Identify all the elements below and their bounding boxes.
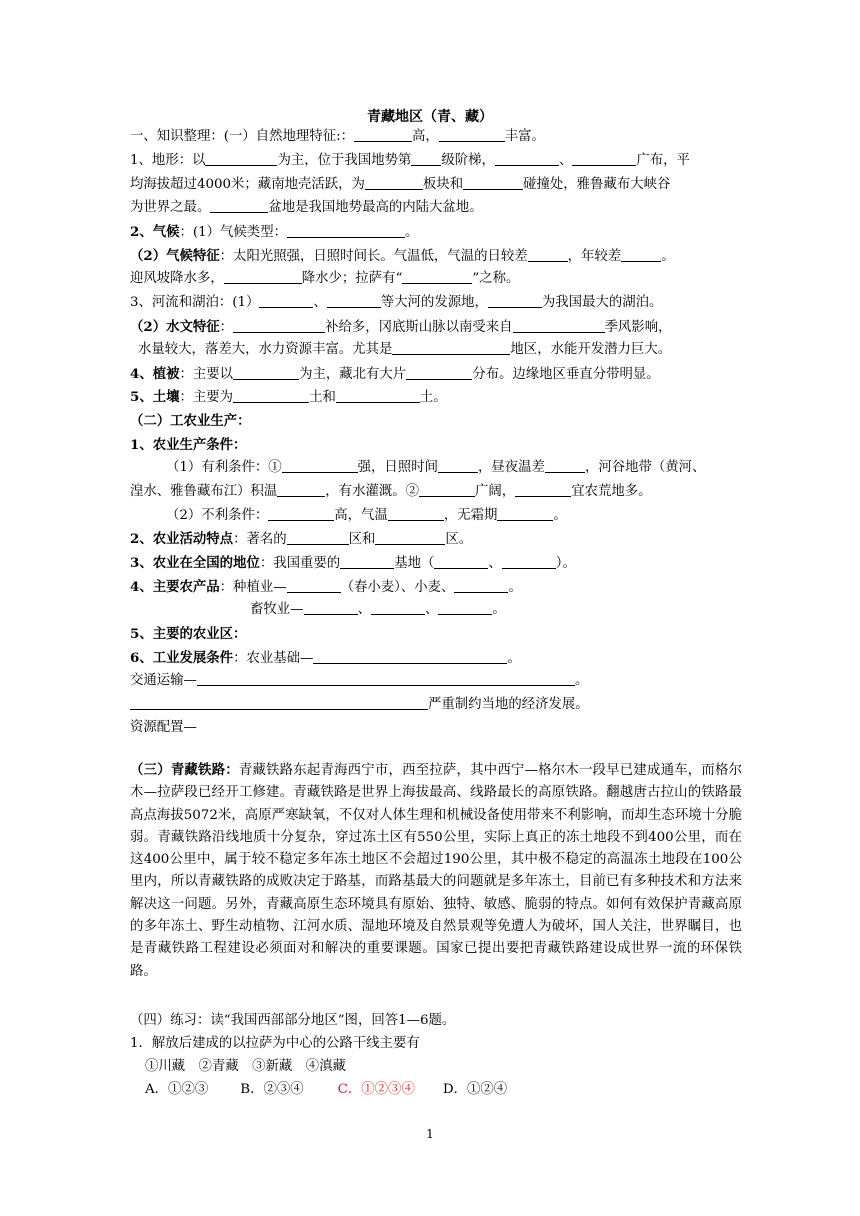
agri-status: 3、农业在全国的地位：我国重要的 基地（ 、 ）。	[130, 555, 576, 571]
livestock-products: 畜牧业— 、 、 。	[250, 602, 506, 617]
blank[interactable]	[406, 365, 472, 380]
unfavorable-conditions: （2）不利条件： 高，气温 ，无霜期 。	[166, 508, 567, 523]
section-2-heading: （二）工农业生产：	[130, 413, 251, 429]
blank[interactable]	[313, 649, 507, 664]
blank[interactable]	[388, 506, 444, 521]
option-c-answer[interactable]: C．①②③④	[337, 1082, 415, 1097]
blank[interactable]	[287, 530, 349, 545]
resources: 资源配置—	[130, 720, 197, 735]
climate-features: （2）气候特征：太阳光照强，日照时间长。气温低，气温的日较差 ，年较差 。	[130, 248, 675, 264]
blank[interactable]	[572, 151, 636, 166]
hydrology-features: （2）水文特征： 补给多，冈底斯山脉以南受来自 季风影响，	[130, 319, 672, 335]
blank[interactable]	[528, 247, 568, 262]
blank[interactable]	[419, 482, 475, 497]
blank[interactable]	[287, 578, 341, 593]
blank[interactable]	[515, 482, 571, 497]
blank[interactable]	[439, 127, 505, 142]
soil: 5、土壤：主要为 土和 土。	[130, 389, 447, 405]
blank[interactable]	[411, 151, 441, 166]
blank[interactable]	[130, 695, 428, 710]
blank[interactable]	[210, 198, 268, 213]
blank[interactable]	[375, 530, 445, 545]
agri-features: 2、农业活动特点：著名的 区和 区。	[130, 531, 473, 547]
page-number: 1	[426, 1127, 434, 1141]
blank[interactable]	[233, 365, 299, 380]
option-d[interactable]: D．①②④	[442, 1082, 508, 1097]
blank[interactable]	[438, 458, 478, 473]
question-1: 1．解放后建成的以拉萨为中心的公路干线主要有	[130, 1036, 420, 1051]
page-title: 青藏地区（青、藏）	[367, 109, 493, 125]
blank[interactable]	[454, 578, 508, 593]
agri-conditions-heading: 1、农业生产条件：	[130, 437, 247, 453]
blank[interactable]	[513, 318, 605, 333]
blank[interactable]	[402, 269, 472, 284]
blank[interactable]	[438, 600, 492, 615]
climate-precipitation: 迎风坡降水多， 降水少；拉萨有“ ”之称。	[130, 271, 520, 286]
climate-type: 2、气候：(1）气候类型： 。	[130, 224, 419, 240]
favorable-conditions-2: 湟水、雅鲁藏布江）积温 ，有水灌溉。② 广阔， 宜农荒地多。	[130, 484, 652, 499]
terrain-line-3: 为世界之最。 盆地是我国地势最高的内陆大盆地。	[130, 200, 483, 215]
railway-paragraph: （三）青藏铁路：青藏铁路东起青海西宁市，西至拉萨，其中西宁—格尔木一段早已建成通车，而格尔木—拉萨段已经开工修建。青藏铁路是世界上海拔最高、线路最长的高原铁路。翻越唐古拉山的铁路最高点海拔5072米，高原严寒缺氧，不仅对人体生理和机械设备使用带来不利影响，而却生态环境十分脆弱。青藏铁路沿线地质十分复杂，穿过冻土区有550公里，实际上真正的冻土地段不到400公里，而在这400公里中，属于较不稳定多年冻土地区不会超过190公里，其中极不稳定的高温冻土地段在100公里内，所以青藏铁路的成败决定于路基，而路基最大的问题就是多年冻土，目前已有多种技术和方法来解决这一问题。另外，青藏高原生态环境具有原始、独特、敏感、脆弱的特点。如何有效保护青藏高原的多年冻土、野生动植物、江河水质、湿地环境及自然景观等免遭人为破坏，国人关注，世界瞩目，也是青藏铁路工程建设必须面对和解决的重要课题。国家已提出要把青藏铁路建设成世界一流的环保铁路。	[130, 762, 743, 979]
main-products: 4、主要农产品：种植业— （春小麦）、小麦、 。	[130, 579, 522, 595]
blank[interactable]	[495, 151, 559, 166]
blank[interactable]	[392, 340, 510, 355]
blank[interactable]	[282, 458, 358, 473]
blank[interactable]	[545, 458, 585, 473]
blank[interactable]	[224, 269, 302, 284]
blank[interactable]	[336, 388, 420, 403]
blank[interactable]	[287, 223, 405, 238]
rivers-lakes: 3、河流和湖泊：(1） 、 等大河的发源地， 为我国最大的湖泊。	[130, 295, 663, 310]
vegetation: 4、植被：主要以 为主，藏北有大片 分布。边缘地区垂直分带明显。	[130, 366, 660, 382]
terrain-line-1: 1、地形：以 为主，位于我国地势第 级阶梯， 、 广布，平	[130, 153, 690, 168]
terrain-line-2: 均海拔超过4000米；藏南地壳活跃，为 板块和 碰撞处，雅鲁藏布大峡谷	[130, 177, 671, 192]
blank[interactable]	[354, 127, 412, 142]
blank[interactable]	[340, 554, 394, 569]
question-1-options	[145, 1080, 645, 1100]
blank[interactable]	[371, 600, 425, 615]
transport: 交通运输— 。	[130, 673, 589, 688]
blank[interactable]	[463, 175, 523, 190]
main-agri-areas: 5、主要的农业区：	[130, 626, 247, 642]
blank[interactable]	[197, 671, 575, 686]
blank[interactable]	[488, 293, 542, 308]
favorable-conditions: （1）有利条件：① 强，日照时间 ，昼夜温差 ，河谷地带（黄河、	[166, 460, 706, 475]
industry-conditions: 6、工业发展条件：农业基础— 。	[130, 650, 521, 666]
transport-line-2: 严重制约当地的经济发展。	[130, 695, 742, 715]
blank[interactable]	[304, 600, 358, 615]
blank[interactable]	[502, 554, 556, 569]
blank[interactable]	[434, 554, 488, 569]
blank[interactable]	[233, 388, 309, 403]
blank[interactable]	[365, 175, 423, 190]
hydrology-line-2: 水量较大，落差大，水力资源丰富。尤其是 地区，水能开发潜力巨大。	[138, 342, 672, 357]
blank[interactable]	[277, 482, 325, 497]
exercise-intro: （四）练习：读“我国西部部分地区”图，回答1—6题。	[130, 1013, 456, 1028]
blank[interactable]	[259, 293, 313, 308]
blank[interactable]	[205, 151, 277, 166]
question-1-items: ①川藏 ②青藏 ③新藏 ④滇藏	[145, 1059, 346, 1074]
option-a[interactable]: A．①②③	[145, 1082, 209, 1097]
blank[interactable]	[268, 506, 334, 521]
blank[interactable]	[621, 247, 661, 262]
option-b[interactable]: B．②③④	[240, 1082, 304, 1097]
section-1-intro: 一、知识整理：(一）自然地理特征:： 高， 丰富。	[130, 129, 545, 144]
blank[interactable]	[233, 318, 325, 333]
blank[interactable]	[497, 506, 553, 521]
blank[interactable]	[327, 293, 381, 308]
